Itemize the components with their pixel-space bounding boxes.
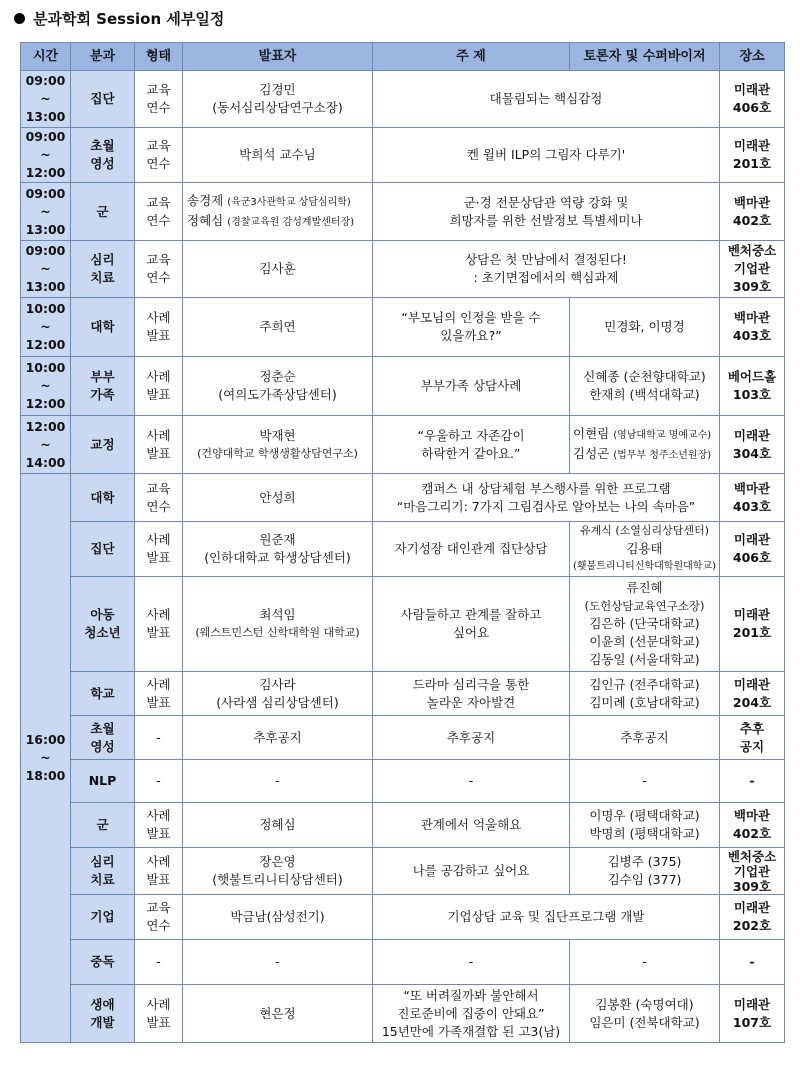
type-cell: 교육 연수 [135,241,183,298]
table-row [21,895,785,940]
type-cell: 사례 발표 [135,357,183,416]
division-cell: 중독 [71,940,135,985]
topic-cell: 캠퍼스 내 상담체험 부스행사를 위한 프로그램 “마음그리기: 7가지 그림검사로 알아보는 나의 속마음” [373,474,720,522]
table-row [21,416,785,474]
time-cell: 12:00 ~ 14:00 [21,416,71,474]
place-cell: 미래관 201호 [720,128,785,183]
presenter-cell: 김경민 (동서심리상담연구소장) [183,71,373,128]
place-cell: 미래관 406호 [720,522,785,577]
presenter-cell: 박희석 교수님 [183,128,373,183]
topic-cell: “또 버려질까봐 불안해서 진로준비에 집중이 안돼요” 15년만에 가족재결합 된 고3(남) [373,985,570,1043]
topic-cell: 상담은 첫 만남에서 결정된다! : 초기면접에서의 핵심과제 [373,241,720,298]
table-row [21,985,785,1043]
table-row [21,71,785,128]
place-cell: - [720,760,785,803]
time-cell-afternoon: 16:00 ~ 18:00 [21,474,71,1043]
division-cell: 교정 [71,416,135,474]
table-row [21,803,785,848]
presenter-cell: - [183,760,373,803]
division-cell: 초월 영성 [71,716,135,760]
discussant-cell: 유계식 (소열심리상담센터) 김용태 (횃불트리니티신학대학원대학교) [570,522,720,577]
page-title-text: 분과학회 Session 세부일정 [33,10,225,28]
discussant-cell: 민경화, 이명경 [570,298,720,357]
presenter-cell: 김사훈 [183,241,373,298]
presenter-cell: 추후공지 [183,716,373,760]
presenter-cell: 박금남(삼성전기) [183,895,373,940]
place-cell: 벤처중소 기업관 309호 [720,241,785,298]
type-cell: 사례 발표 [135,985,183,1043]
presenter-cell: 송경제 (육군3사관학교 상담심리학) 정혜심 (경찰교육원 감성계발센터장) [183,183,373,241]
presenter-cell: 안성희 [183,474,373,522]
place-cell: 미래관 204호 [720,672,785,716]
discussant-cell: 이현림 (영남대학교 명예교수) 김성곤 (법무부 청주소년원장) [570,416,720,474]
discussant-cell: 신혜종 (순천향대학교) 한재희 (백석대학교) [570,357,720,416]
topic-cell: 군·경 전문상담관 역량 강화 및 희망자를 위한 선발정보 특별세미나 [373,183,720,241]
header-place: 장소 [720,43,785,71]
division-cell: 생애 개발 [71,985,135,1043]
discussant-cell: 추후공지 [570,716,720,760]
time-cell: 09:00 ~ 13:00 [21,241,71,298]
discussant-cell: 이명우 (평택대학교) 박명희 (평택대학교) [570,803,720,848]
page-title [14,8,224,29]
type-cell: 사례 발표 [135,672,183,716]
time-cell: 10:00 ~ 12:00 [21,357,71,416]
table-row [21,940,785,985]
presenter-cell: - [183,940,373,985]
presenter-cell: 정혜심 [183,803,373,848]
place-cell: 미래관 406호 [720,71,785,128]
topic-cell: 사람들하고 관계를 잘하고 싶어요 [373,577,570,672]
topic-cell: 부부가족 상담사례 [373,357,570,416]
place-cell: 백마관 403호 [720,298,785,357]
time-cell: 09:00 ~ 13:00 [21,183,71,241]
type-cell: 교육 연수 [135,183,183,241]
division-cell: 대학 [71,298,135,357]
table-row [21,183,785,241]
division-cell: 부부 가족 [71,357,135,416]
header-type: 형태 [135,43,183,71]
time-cell: 09:00 ~ 13:00 [21,71,71,128]
topic-cell: “부모님의 인정을 받을 수 있을까요?” [373,298,570,357]
table-row [21,522,785,577]
table-row [21,577,785,672]
division-cell: 대학 [71,474,135,522]
discussant-cell: 김봉환 (숙명여대) 임은미 (전북대학교) [570,985,720,1043]
place-cell: - [720,940,785,985]
division-cell: 군 [71,803,135,848]
header-discussant: 토론자 및 수퍼바이저 [570,43,720,71]
time-cell: 10:00 ~ 12:00 [21,298,71,357]
type-cell: 사례 발표 [135,416,183,474]
table-row [21,474,785,522]
header-time: 시간 [21,43,71,71]
type-cell: - [135,760,183,803]
topic-cell: 켄 윌버 ILP의 그림자 다루기' [373,128,720,183]
type-cell: 사례 발표 [135,848,183,895]
header-row [21,43,785,71]
type-cell: - [135,716,183,760]
table-row [21,716,785,760]
place-cell: 미래관 201호 [720,577,785,672]
header-division: 분과 [71,43,135,71]
type-cell: 교육 연수 [135,128,183,183]
header-presenter: 발표자 [183,43,373,71]
place-cell: 추후 공지 [720,716,785,760]
discussant-cell: - [570,760,720,803]
type-cell: 교육 연수 [135,895,183,940]
topic-cell: 드라마 심리극을 통한 놀라운 자아발견 [373,672,570,716]
place-cell: 미래관 107호 [720,985,785,1043]
presenter-cell: 주희연 [183,298,373,357]
table-row [21,672,785,716]
type-cell: 사례 발표 [135,803,183,848]
presenter-cell: 박재현 (건양대학교 학생생활상담연구소) [183,416,373,474]
division-cell: 기업 [71,895,135,940]
table-row [21,760,785,803]
topic-cell: 기업상담 교육 및 집단프로그램 개발 [373,895,720,940]
type-cell: 사례 발표 [135,298,183,357]
division-cell: 아동 청소년 [71,577,135,672]
presenter-cell: 현은정 [183,985,373,1043]
place-cell: 백마관 402호 [720,183,785,241]
place-cell: 미래관 202호 [720,895,785,940]
table-row [21,298,785,357]
presenter-cell: 정춘순 (여의도가족상담센터) [183,357,373,416]
schedule-table [20,42,785,1043]
topic-cell: “우울하고 자존감이 하락한거 같아요.” [373,416,570,474]
topic-cell: - [373,940,570,985]
topic-cell: 나를 공감하고 싶어요 [373,848,570,895]
table-row [21,848,785,895]
type-cell: 사례 발표 [135,577,183,672]
place-cell: 미래관 304호 [720,416,785,474]
division-cell: 심리 치료 [71,241,135,298]
place-cell: 베어드홀 103호 [720,357,785,416]
topic-cell: 추후공지 [373,716,570,760]
table-row [21,241,785,298]
presenter-cell: 원준재 (인하대학교 학생상담센터) [183,522,373,577]
discussant-cell: 김인규 (전주대학교) 김미례 (호남대학교) [570,672,720,716]
type-cell: 사례 발표 [135,522,183,577]
table-row [21,357,785,416]
division-cell: 학교 [71,672,135,716]
division-cell: NLP [71,760,135,803]
topic-cell: 대물림되는 핵심감정 [373,71,720,128]
bullet-icon [14,13,25,24]
place-cell: 벤처중소 기업관 309호 [720,848,785,895]
discussant-cell: 김병주 (375) 김수임 (377) [570,848,720,895]
header-topic: 주 제 [373,43,570,71]
division-cell: 집단 [71,71,135,128]
presenter-cell: 김사라 (사라샘 심리상담센터) [183,672,373,716]
table-row [21,128,785,183]
place-cell: 백마관 402호 [720,803,785,848]
presenter-cell: 장은영 (햇불트리니티상담센터) [183,848,373,895]
type-cell: - [135,940,183,985]
discussant-cell: 류진혜 (도헌상담교육연구소장) 김은하 (단국대학교) 이윤희 (선문대학교) 김동일 (서울대학교) [570,577,720,672]
topic-cell: 자기성장 대인관계 집단상담 [373,522,570,577]
type-cell: 교육 연수 [135,474,183,522]
discussant-cell: - [570,940,720,985]
division-cell: 심리 치료 [71,848,135,895]
time-cell: 09:00 ~ 12:00 [21,128,71,183]
place-cell: 백마관 403호 [720,474,785,522]
division-cell: 집단 [71,522,135,577]
division-cell: 군 [71,183,135,241]
type-cell: 교육 연수 [135,71,183,128]
topic-cell: - [373,760,570,803]
presenter-cell: 최석임 (웨스트민스턴 신학대학원 대학교) [183,577,373,672]
topic-cell: 관계에서 억울해요 [373,803,570,848]
division-cell: 초월 영성 [71,128,135,183]
